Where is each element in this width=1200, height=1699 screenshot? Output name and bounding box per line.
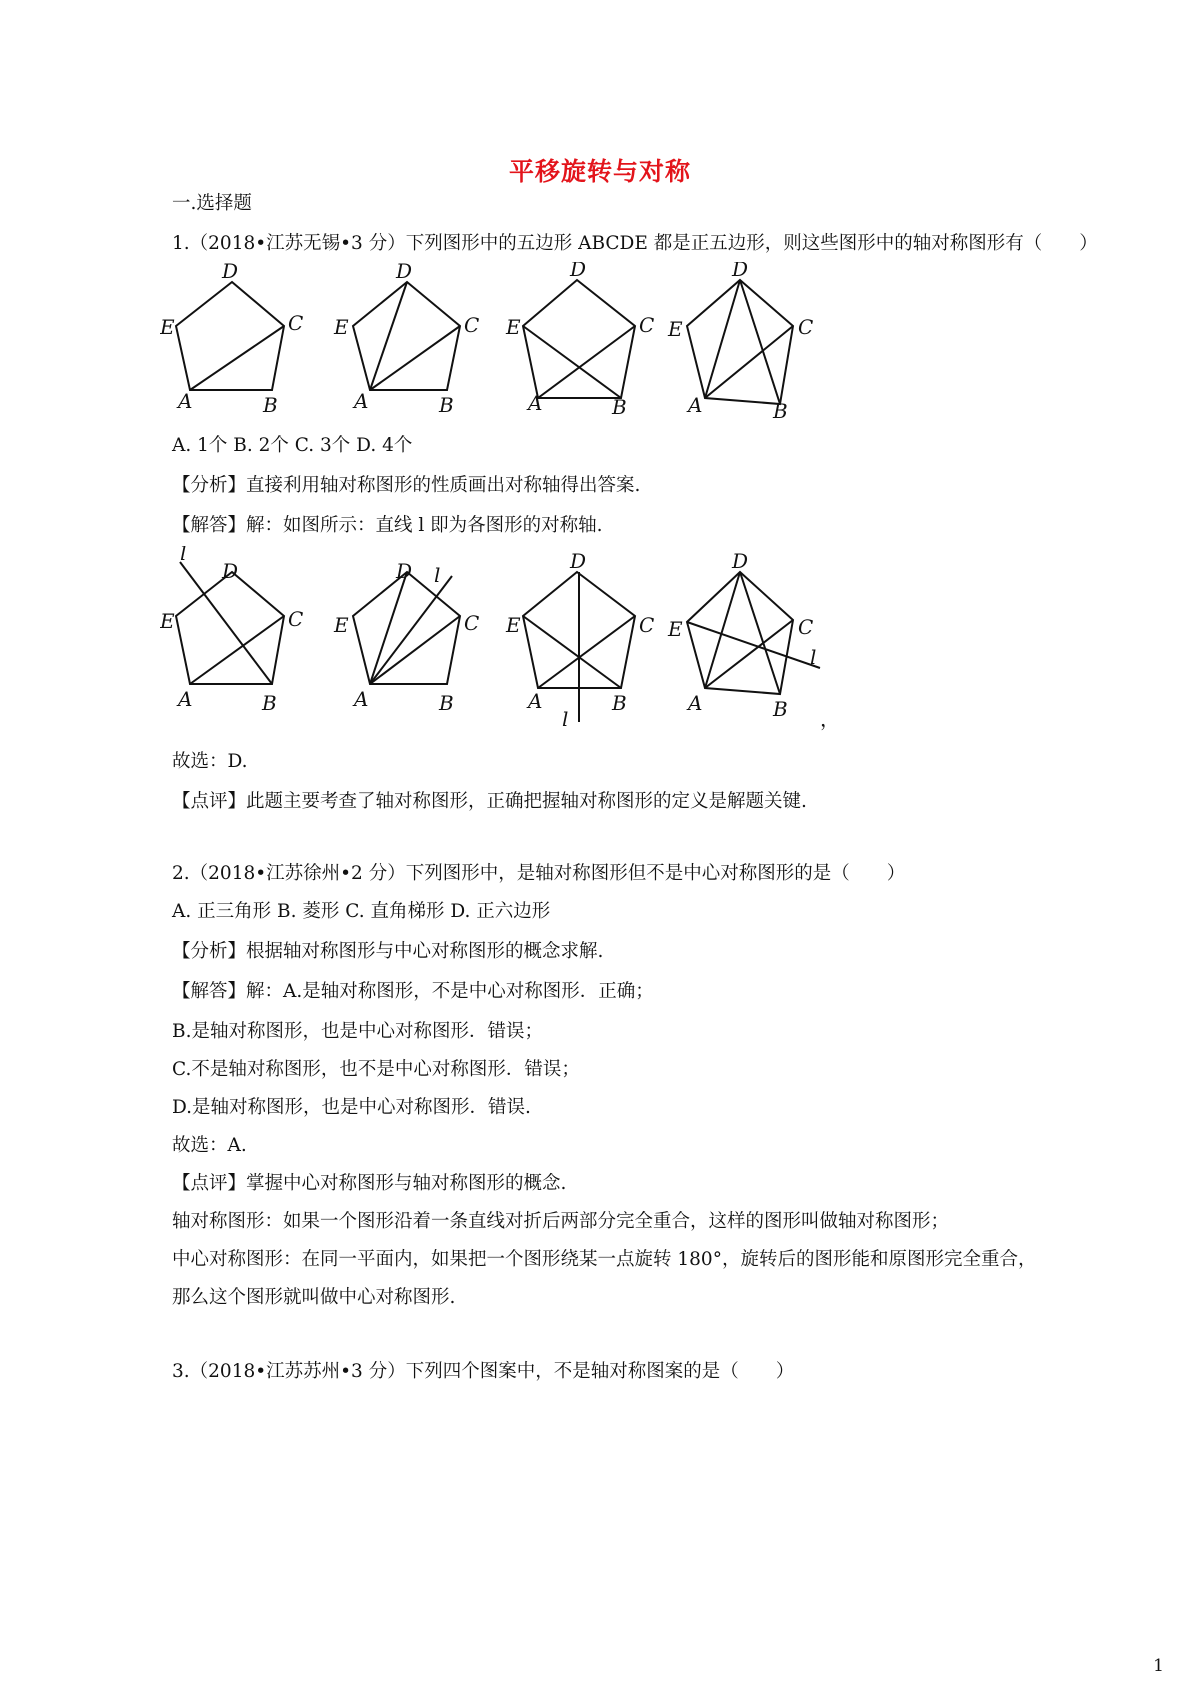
question-3-stem: 3.（2018•江苏苏州•3 分）下列四个图案中，不是轴对称图案的是（ ） xyxy=(172,1361,795,1382)
question-2-answer-b: B.是轴对称图形，也是中心对称图形．错误； xyxy=(172,1021,543,1042)
diagonal-ca-3 xyxy=(538,326,635,398)
question-2-answer-d: D.是轴对称图形，也是中心对称图形．错误. xyxy=(172,1097,531,1118)
label-d: D xyxy=(222,262,239,283)
question-2-choice: 故选：A. xyxy=(172,1135,247,1156)
diagonal-ac-4 xyxy=(705,326,793,398)
diagonal-eb-3 xyxy=(523,326,621,398)
label-a: A xyxy=(528,689,543,713)
label-b: B xyxy=(263,393,278,417)
question-1-options: A. 1个 B. 2个 C. 3个 D. 4个 xyxy=(172,435,413,456)
label-a: A xyxy=(178,389,193,413)
question-1-figures xyxy=(160,262,860,426)
label-e: E xyxy=(334,613,349,637)
question-1-analysis: 【分析】直接利用轴对称图形的性质画出对称轴得出答案. xyxy=(172,475,641,496)
label-b: B xyxy=(612,691,627,715)
line-label-l: l xyxy=(434,563,441,587)
label-b: B xyxy=(439,691,454,715)
question-2-comment: 【点评】掌握中心对称图形与轴对称图形的概念. xyxy=(172,1173,567,1194)
diagonal-eb-3 xyxy=(523,616,621,688)
label-e: E xyxy=(668,617,683,641)
page-title: 平移旋转与对称 xyxy=(508,157,691,186)
label-e: E xyxy=(506,613,521,637)
label-e: E xyxy=(334,315,349,339)
question-2-answer-c: C.不是轴对称图形，也不是中心对称图形．错误； xyxy=(172,1059,580,1080)
question-2-answer-a: 【解答】解：A.是轴对称图形，不是中心对称图形．正确； xyxy=(172,981,654,1002)
label-a: A xyxy=(528,391,543,415)
page-number: 1 xyxy=(1153,1656,1164,1676)
label-c: C xyxy=(288,607,304,631)
question-2-definition-axis: 轴对称图形：如果一个图形沿着一条直线对折后两部分完全重合，这样的图形叫做轴对称图形； xyxy=(172,1211,950,1232)
pentagon-figures-row-2 xyxy=(160,546,880,736)
question-2-analysis: 【分析】根据轴对称图形与中心对称图形的概念求解. xyxy=(172,941,604,962)
diagonal-ac-1 xyxy=(190,616,284,684)
label-d: D xyxy=(396,559,413,583)
label-d: D xyxy=(732,549,749,573)
label-e: E xyxy=(506,315,521,339)
label-b: B xyxy=(612,395,627,419)
label-d: D xyxy=(732,262,749,281)
question-2-options: A. 正三角形 B. 菱形 C. 直角梯形 D. 正六边形 xyxy=(172,901,551,922)
label-b: B xyxy=(773,399,788,422)
question-2-stem: 2.（2018•江苏徐州•2 分）下列图形中，是轴对称图形但不是中心对称图形的是（ ） xyxy=(172,863,906,884)
trailing-comma: ， xyxy=(820,707,840,731)
label-a: A xyxy=(688,691,703,715)
label-c: C xyxy=(798,615,814,639)
label-c: C xyxy=(464,313,480,337)
label-b: B xyxy=(262,691,277,715)
question-1-answer-figures xyxy=(160,546,880,740)
label-c: C xyxy=(639,613,655,637)
pentagon-figures-row-1 xyxy=(160,262,860,422)
pentagon-2 xyxy=(353,282,460,390)
label-d: D xyxy=(570,262,587,281)
question-1-answer: 【解答】解：如图所示：直线 l 即为各图形的对称轴. xyxy=(172,515,603,536)
diagonal-ca-3 xyxy=(538,616,635,688)
label-d: D xyxy=(396,262,413,283)
label-a: A xyxy=(178,687,193,711)
diagonal-ac-2 xyxy=(370,326,460,390)
diagonal-da-4 xyxy=(705,280,740,398)
diagonal-ac-1 xyxy=(190,326,284,390)
label-e: E xyxy=(160,315,175,339)
label-c: C xyxy=(639,313,655,337)
question-2-definition-center: 中心对称图形：在同一平面内，如果把一个图形绕某一点旋转 180°，旋转后的图形能和原图形完全重合， xyxy=(172,1249,1037,1270)
line-label-l: l xyxy=(562,707,569,731)
section-heading: 一.选择题 xyxy=(172,193,252,214)
pentagon-4 xyxy=(687,280,793,404)
label-b: B xyxy=(773,697,788,721)
question-1-stem: 1.（2018•江苏无锡•3 分）下列图形中的五边形 ABCDE 都是正五边形，则这些图形中的轴对称图形有（ ） xyxy=(172,233,1098,254)
label-c: C xyxy=(288,311,304,335)
label-a: A xyxy=(354,389,369,413)
label-a: A xyxy=(354,687,369,711)
label-c: C xyxy=(798,315,814,339)
label-d: D xyxy=(222,559,239,583)
label-e: E xyxy=(160,609,175,633)
label-b: B xyxy=(439,393,454,417)
question-1-comment: 【点评】此题主要考查了轴对称图形，正确把握轴对称图形的定义是解题关键. xyxy=(172,791,807,812)
label-c: C xyxy=(464,611,480,635)
line-label-l: l xyxy=(180,546,187,565)
label-e: E xyxy=(668,317,683,341)
diagonal-ad-2 xyxy=(370,572,407,684)
label-a: A xyxy=(688,393,703,417)
question-1-choice: 故选：D. xyxy=(172,751,248,772)
question-2-definition-center-cont: 那么这个图形就叫做中心对称图形. xyxy=(172,1287,456,1308)
line-label-l: l xyxy=(810,645,817,669)
label-d: D xyxy=(570,549,587,573)
